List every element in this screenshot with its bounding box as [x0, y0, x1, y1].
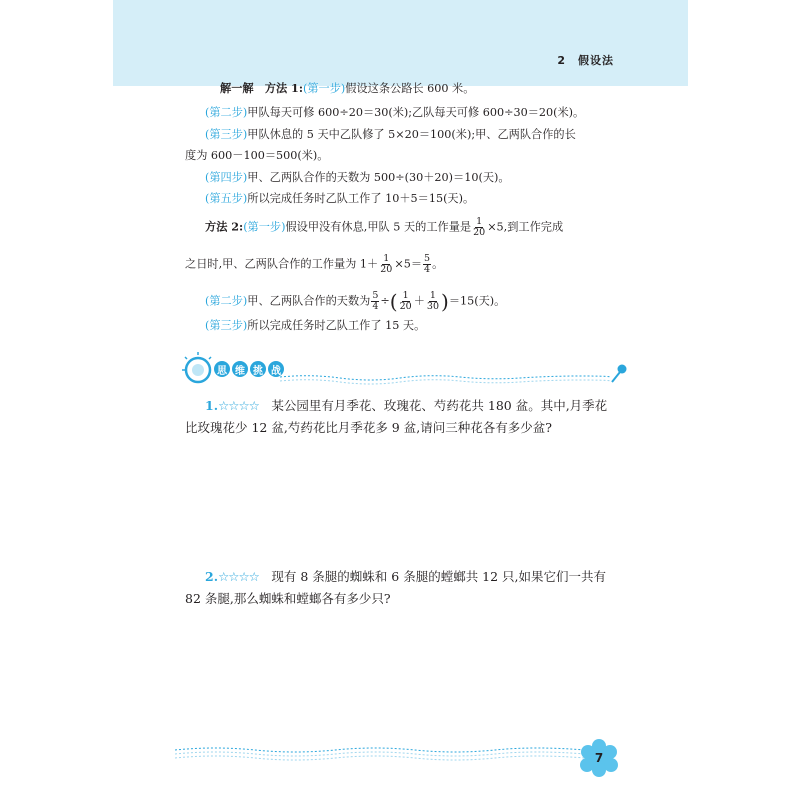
step-tag: (第五步): [205, 192, 248, 205]
step-text: 甲队休息的 5 天中乙队修了 5×20＝100(米);甲、乙两队合作的长: [247, 128, 576, 141]
step-text: ÷: [380, 294, 390, 308]
m1-line-3: [205, 127, 576, 143]
problem-1-line-1: [205, 398, 607, 414]
step-tag: (第四步): [205, 171, 248, 184]
step-tag: (第二步): [205, 106, 248, 119]
right-paren: ): [441, 289, 449, 314]
fraction: $\frac{5}{4}$: [372, 290, 379, 312]
problem-text: 现有 8 条腿的蜘蛛和 6 条腿的螳螂共 12 只,如果它们一共有: [271, 569, 607, 584]
step-text: ×5＝: [394, 257, 423, 271]
problem-text: 某公园里有月季花、玫瑰花、芍药花共 180 盆。其中,月季花: [271, 398, 608, 413]
m2-line-2: [185, 254, 443, 275]
problem-2-line-1: [205, 569, 606, 585]
m2-line-4: [205, 318, 425, 334]
header-band: [113, 0, 688, 86]
step-text: ×5,到工作完成: [487, 220, 564, 234]
banner-title: [214, 361, 284, 377]
fraction: $\frac{5}{4}$: [424, 253, 431, 275]
m1-line-5: [205, 170, 510, 186]
step-text: 假设这条公路长 600 米。: [345, 82, 475, 95]
chapter-title: 2 假设法: [557, 54, 614, 67]
pushpin-icon: [612, 365, 627, 383]
step-tag: (第二步): [205, 294, 248, 308]
m1-line-2: [205, 105, 584, 121]
step-text: 之日时,甲、乙两队合作的工作量为 1＋: [185, 257, 379, 271]
problem-1-line-2: [185, 420, 552, 436]
step-text: ＝15(天)。: [448, 294, 506, 308]
step-text: 所以完成任务时乙队工作了 10＋5＝15(天)。: [247, 192, 475, 205]
thinking-challenge-banner: [180, 350, 630, 390]
step-tag: (第一步): [243, 220, 286, 234]
problem-number: 1.: [205, 398, 219, 413]
method1-title: 方法 1:: [264, 81, 303, 95]
m1-line-1: [220, 80, 474, 97]
fraction: $\frac{1}{20}$: [473, 216, 486, 238]
step-text: 度为 600－100＝500(米)。: [185, 149, 329, 162]
step-tag: (第一步): [302, 82, 346, 95]
m2-line-3: [205, 291, 505, 312]
page-number-badge: [578, 738, 620, 778]
step-text: 甲队每天可修 600÷20＝30(米);乙队每天可修 600÷30＝20(米)。: [247, 106, 585, 119]
fraction: $\frac{1}{20}$: [380, 253, 393, 275]
banner-char: 战: [268, 361, 284, 377]
step-text: 所以完成任务时乙队工作了 15 天。: [247, 319, 426, 332]
banner-char: 思: [214, 361, 230, 377]
footer-wave: [175, 742, 595, 772]
difficulty-stars-icon: ☆☆☆☆: [218, 569, 259, 584]
difficulty-stars-icon: ☆☆☆☆: [218, 398, 259, 413]
problem-2-line-2: [185, 591, 391, 607]
m1-line-4: [185, 148, 328, 164]
problem-text: 比玫瑰花少 12 盆,芍药花比月季花多 9 盆,请问三种花各有多少盆?: [185, 420, 552, 435]
step-text: 。: [432, 257, 444, 271]
problem-text: 82 条腿,那么蜘蛛和螳螂各有多少只?: [185, 591, 391, 606]
solution-label: 解一解: [220, 81, 254, 95]
fraction: $\frac{1}{20}$: [399, 290, 412, 312]
left-paren: (: [389, 289, 398, 314]
step-text: ＋: [413, 294, 425, 308]
page-number: 7: [594, 751, 604, 765]
step-text: 假设甲没有休息,甲队 5 天的工作量是: [285, 220, 472, 234]
step-text: 甲、乙两队合作的天数为: [247, 294, 371, 308]
problem-number: 2.: [205, 569, 219, 584]
method2-title: 方法 2:: [205, 219, 244, 234]
m1-line-6: [205, 191, 474, 207]
fraction: $\frac{1}{30}$: [426, 290, 439, 312]
step-tag: (第三步): [205, 319, 248, 332]
step-tag: (第三步): [205, 128, 248, 141]
step-text: 甲、乙两队合作的天数为 500÷(30＋20)＝10(天)。: [247, 171, 510, 184]
banner-char: 维: [232, 361, 248, 377]
banner-char: 挑: [250, 361, 266, 377]
m2-line-1: [205, 217, 563, 238]
